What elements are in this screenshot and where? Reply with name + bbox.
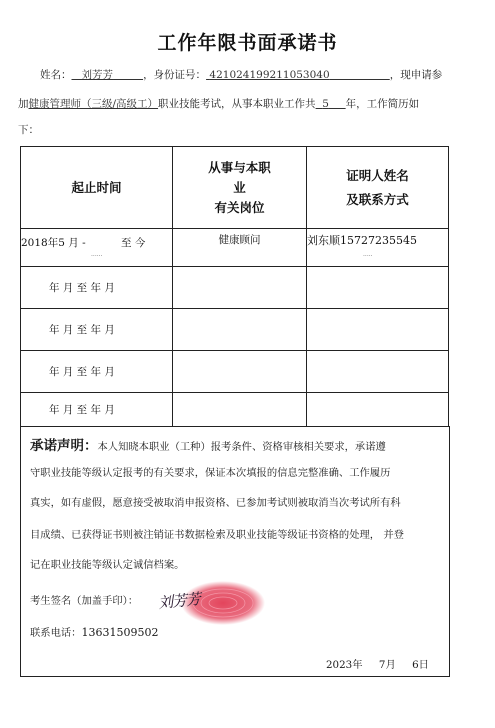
phone-value: 13631509502 bbox=[81, 626, 159, 639]
row3-period: 年 月 至 年 月 bbox=[21, 309, 173, 351]
row4-position bbox=[173, 351, 307, 393]
name-label: 姓名： bbox=[40, 69, 72, 81]
row2-position bbox=[173, 267, 307, 309]
intro-line-1 bbox=[40, 67, 442, 82]
header-position: 从事与本职 业 有关岗位 bbox=[173, 147, 307, 229]
header-witness: 证明人姓名 及联系方式 bbox=[307, 147, 449, 229]
row4-witness bbox=[307, 351, 449, 393]
intro-line-3: 下： bbox=[18, 124, 39, 136]
row3-witness bbox=[307, 309, 449, 351]
years-value: 5 bbox=[322, 98, 329, 110]
header-period: 起止时间 bbox=[21, 147, 173, 229]
row1-period: 2018年5 月 - 至 今 ...... bbox=[21, 229, 173, 267]
intro-prefix: 加 bbox=[18, 98, 29, 110]
declaration-line-2: 守职业技能等级认定报考的有关要求，保证本次填报的信息完整准确、工作履历 bbox=[30, 467, 391, 479]
row1-position: 健康顾问 bbox=[173, 229, 307, 267]
intro-line2-end: 年，工作简历如 bbox=[345, 98, 420, 110]
table-row bbox=[21, 351, 449, 393]
declaration-line-4: 目成绩、已获得证书则被注销证书数据检索及职业技能等级证书资格的处理， 并登 bbox=[30, 529, 404, 541]
table-row bbox=[21, 309, 449, 351]
work-history-table bbox=[20, 146, 449, 427]
row2-period: 年 月 至 年 月 bbox=[21, 267, 173, 309]
row4-period: 年 月 至 年 月 bbox=[21, 351, 173, 393]
declaration-line-1: 承诺声明：本人知晓本职业（工种）报考条件、资格审核相关要求，承诺遵 bbox=[30, 438, 386, 454]
row1-witness: 刘东顺15727235545 ..... bbox=[307, 229, 449, 267]
declaration-heading: 承诺声明： bbox=[30, 438, 98, 454]
table-row bbox=[21, 229, 449, 267]
id-label: ，身份证号： bbox=[143, 69, 207, 81]
phone-line bbox=[30, 624, 158, 639]
declaration-line-3: 真实，如有虚假，愿意接受被取消申报资格、已参加考试则被取消当次考试所有科 bbox=[30, 497, 401, 509]
page-title: 工作年限书面承诺书 bbox=[157, 32, 338, 54]
row2-witness bbox=[307, 267, 449, 309]
id-value: 421024199211053040 bbox=[209, 69, 330, 81]
table-row bbox=[21, 393, 449, 427]
intro-line1-end: ，现申请参 bbox=[389, 69, 443, 81]
name-value: 刘芳芳 bbox=[81, 69, 114, 81]
profession-value: 健康管理师（三级/高级工） bbox=[28, 98, 159, 110]
handwritten-signature: 刘芳芳 bbox=[157, 589, 201, 613]
intro-mid: 职业技能考试，从事本职业工作共 bbox=[158, 98, 316, 110]
table-row bbox=[21, 267, 449, 309]
intro-line-2 bbox=[18, 96, 419, 111]
row5-position bbox=[173, 393, 307, 427]
sign-date: 2023年 7月 6日 bbox=[326, 659, 429, 671]
row5-period: 年 月 至 年 月 bbox=[21, 393, 173, 427]
phone-label: 联系电话： bbox=[30, 627, 82, 639]
row3-position bbox=[173, 309, 307, 351]
signature-label: 考生签名（加盖手印）： bbox=[30, 595, 139, 607]
table-header-row bbox=[21, 147, 449, 229]
declaration-line-5: 记在职业技能等级认定诚信档案。 bbox=[30, 559, 185, 571]
row5-witness bbox=[307, 393, 449, 427]
